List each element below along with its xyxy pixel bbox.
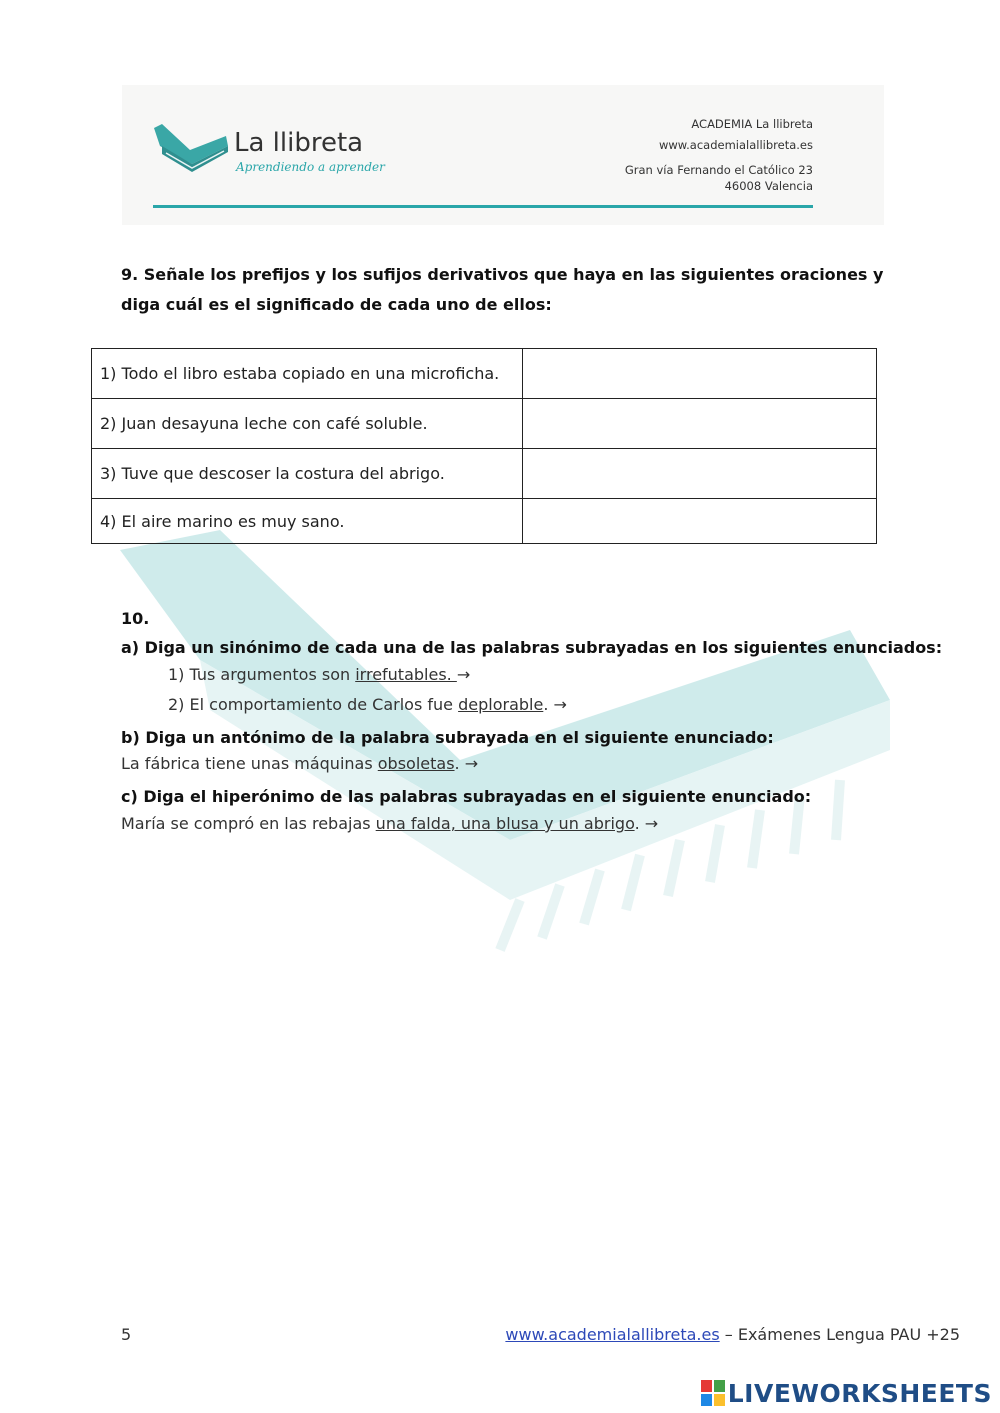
page-number: 5: [121, 1325, 132, 1344]
q10a-item-1: [168, 662, 470, 688]
sentence-cell: 3) Tuve que descoser la costura del abrigo.: [92, 449, 523, 499]
answer-cell[interactable]: [523, 349, 877, 399]
footer-reference: [505, 1325, 960, 1344]
footer-suffix: – Exámenes Lengua PAU +25: [719, 1325, 960, 1344]
sentence-cell: 4) El aire marino es muy sano.: [92, 499, 523, 544]
answer-cell[interactable]: [523, 449, 877, 499]
logo-title: La llibreta: [234, 128, 364, 158]
sentence-cell: 2) Juan desayuna leche con café soluble.: [92, 399, 523, 449]
q10b-item: [121, 751, 478, 777]
answer-cell[interactable]: [523, 499, 877, 544]
arrow: . →: [634, 814, 659, 833]
q10a-title: a) Diga un sinónimo de cada una de las palabras subrayadas en los siguientes enunciados:: [121, 638, 943, 657]
underlined-word: deplorable: [458, 695, 544, 714]
academy-name: ACADEMIA La llibreta: [691, 117, 813, 131]
arrow: →: [456, 665, 471, 684]
underlined-word: obsoletas: [377, 754, 455, 773]
arrow: . →: [543, 695, 567, 714]
address-line-1: Gran vía Fernando el Católico 23: [624, 163, 813, 177]
logo-slogan: Aprendiendo a aprender: [236, 160, 385, 174]
q10c-item: [121, 811, 658, 837]
table-row: [92, 499, 877, 544]
underlined-word: irrefutables.: [355, 665, 457, 684]
address-line-2: 46008 Valencia: [724, 179, 813, 193]
item-text: La fábrica tiene unas máquinas: [121, 754, 378, 773]
q10b-title: b) Diga un antónimo de la palabra subrayada en el siguiente enunciado:: [121, 728, 774, 747]
table-row: [92, 399, 877, 449]
table-row: [92, 449, 877, 499]
q10c-title: c) Diga el hiperónimo de las palabras subrayadas en el siguiente enunciado:: [121, 787, 812, 806]
footer-link[interactable]: www.academialallibreta.es: [505, 1325, 720, 1344]
book-logo-icon: [150, 120, 230, 175]
sentence-cell: 1) Todo el libro estaba copiado en una microficha.: [92, 349, 523, 399]
academy-website: www.academialallibreta.es: [658, 138, 813, 152]
table-row: [92, 349, 877, 399]
item-text: 1) Tus argumentos son: [168, 665, 356, 684]
item-text: María se compró en las rebajas: [121, 814, 376, 833]
liveworksheets-logo: [701, 1378, 992, 1408]
q9-table: [91, 348, 877, 544]
item-text: 2) El comportamiento de Carlos fue: [168, 695, 459, 714]
arrow: . →: [454, 754, 479, 773]
header-rule: [153, 205, 813, 208]
q10a-item-2: [168, 692, 567, 718]
liveworksheets-brand: LIVEWORKSHEETS: [727, 1378, 992, 1408]
underlined-word: una falda, una blusa y un abrigo: [375, 814, 635, 833]
answer-cell[interactable]: [523, 399, 877, 449]
q10-number: 10.: [121, 609, 150, 628]
q9-title: 9. Señale los prefijos y los sufijos derivativos que haya en las siguientes oraciones y diga cuál es el significado de cada uno de ellos:: [121, 265, 884, 314]
liveworksheets-icon: [701, 1380, 725, 1406]
